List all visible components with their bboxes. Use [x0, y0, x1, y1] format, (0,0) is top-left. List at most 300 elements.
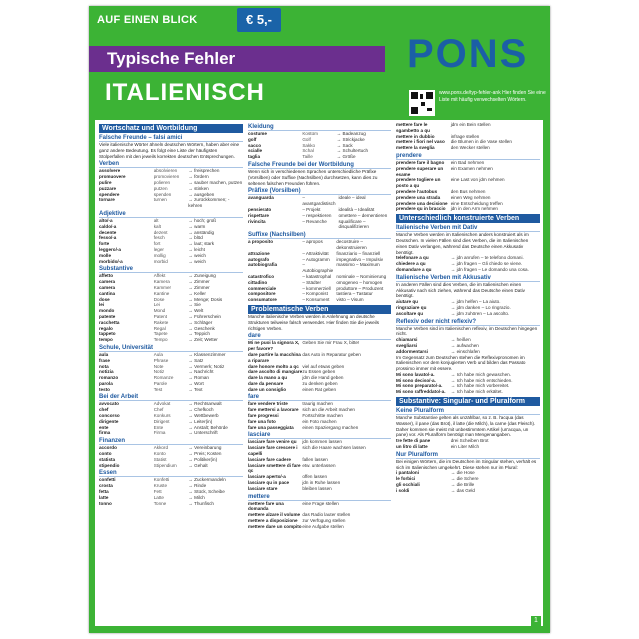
table-cell: lasciare smettere di fare qc [248, 462, 301, 474]
table-cell: → Ich habe mich gewaschen. [450, 371, 511, 377]
table-cell: tastiera – Tastatur [336, 291, 373, 297]
table-cell: decente [99, 229, 117, 235]
table-cell: fare una foto [248, 418, 276, 424]
paragraph: Im Gegensatz zum Deutschen stehen die Reflexivpronomen im Italienischen vor dem konjugierten Verb und bilden das Passato prossimo immer mit essere. [396, 354, 526, 372]
table-cell: lasciare fare cadere [248, 456, 291, 462]
table-cell: → Anstalt; Behörde [188, 424, 228, 430]
entry-table [396, 255, 540, 272]
table-cell: visto – Visum [336, 297, 364, 303]
table-cell: → Chefkoch [188, 407, 214, 413]
table-cell: camera [99, 279, 116, 285]
table-cell: → heißen [450, 337, 471, 343]
table-cell: mollig [153, 252, 166, 258]
table-cell: prendere l'autobus [396, 188, 438, 194]
table-cell: Ente [153, 424, 164, 430]
table-cell: fare progressi [248, 413, 279, 419]
table-cell: golf [248, 136, 257, 142]
table-cell: → sauber machen, putzen [188, 179, 243, 185]
table-row [396, 389, 540, 395]
table-cell: → Geschenk [188, 325, 215, 331]
table-cell: romanzo [99, 375, 119, 381]
table-cell: die Blumen in die Vase stellen [450, 139, 512, 145]
table-cell: Mi sono lavato/-a. [396, 371, 435, 377]
paragraph: Bei einigen Wörtern, die im Deutschen im Singular stehen, verhält es sich im Italienischen umgekehrt. Diese stehen nur im Plural: [396, 458, 537, 470]
table-cell: alt [153, 217, 159, 223]
table-cell: → anständig [188, 229, 215, 235]
table-cell: – katastrophal [302, 273, 332, 279]
table-cell: fallen lassen [302, 456, 328, 462]
table-cell: dare honore molto a qc [248, 363, 299, 369]
table-cell: Taille [302, 154, 313, 160]
table-cell: lasciare stare [248, 485, 278, 491]
section-title: Wortschatz und Wortbildung [99, 124, 243, 133]
table-cell: avanguarda [248, 195, 274, 201]
group-title: prendere [396, 153, 540, 160]
group-title: dare [248, 333, 391, 340]
entry-table [396, 160, 540, 212]
group-title: Adjektive [99, 211, 243, 218]
table-cell: Chef [153, 407, 164, 413]
entry-table [248, 239, 391, 303]
table-row [396, 311, 540, 317]
table-cell: Schal [302, 148, 314, 154]
group-title: Italienische Verben mit Dativ [396, 225, 540, 232]
table-cell: → Thunfisch [188, 500, 214, 506]
table-cell: Romanze [153, 375, 174, 381]
table-cell: commerciale [248, 285, 277, 291]
table-row [248, 524, 391, 530]
table-cell: → jdn anrufen – te telefono domani. [450, 255, 524, 261]
table-cell: – kommerziell [302, 285, 331, 291]
table-cell: Mi ne puoi la signora X, per favore? [248, 340, 300, 352]
table-cell: domandare a qu [396, 266, 432, 272]
table-cell: → leicht [188, 246, 205, 252]
table-cell: mettere a disposizione [248, 518, 298, 524]
table-cell: Aula [153, 351, 163, 357]
table-cell: morbido/-a [99, 258, 123, 264]
table-cell: impegnativo – Impulsiv [336, 256, 384, 262]
entry-table [99, 401, 243, 436]
table-row [396, 488, 540, 494]
table-row [99, 501, 243, 507]
table-cell: – Konsument [302, 297, 330, 303]
table-cell: → blöd [188, 235, 203, 241]
table-cell: mettere la sveglia [396, 145, 435, 151]
table-cell: avvocato [99, 401, 119, 407]
table-cell: – Projekt [302, 206, 321, 212]
table-cell: aiutare qu [396, 299, 418, 305]
table-cell: Mi sono raffreddato/-a. [396, 389, 446, 395]
column-3 [396, 122, 540, 622]
table-cell: sich die Haare wachsen lassen [302, 445, 366, 451]
table-cell: alto/-a [99, 217, 113, 223]
table-cell: → Zimmer [188, 279, 210, 285]
table-cell: mondo [99, 308, 115, 314]
entry-table [396, 122, 540, 151]
table-cell: → Wort [188, 380, 204, 386]
table-cell: lasciare fare venire qu [248, 439, 297, 445]
table-cell: dare ascolto di mangiare [248, 369, 303, 375]
table-cell: → Zuckermandeln [188, 477, 226, 483]
table-cell: kalt [153, 223, 161, 229]
entry-table [396, 337, 540, 354]
table-row [396, 145, 540, 151]
table-cell: lasciare aperto/-a [248, 474, 286, 480]
table-cell: prendere una decisione [396, 200, 448, 206]
table-cell: mettere dare un compito [248, 523, 302, 529]
table-cell: scialle [248, 148, 263, 154]
table-cell: → Teppich [188, 331, 210, 337]
table-cell: Geben Sie mir Frau X, bitte! [302, 340, 360, 346]
table-cell: drei Scheiben Brot [450, 438, 489, 444]
table-cell: → Ich habe mich erkältet. [450, 389, 503, 395]
table-row [99, 259, 243, 265]
table-cell: zur Verfügung stellen [302, 518, 346, 524]
table-row [248, 207, 391, 213]
table-cell: dare la mano a qu [248, 375, 288, 381]
table-cell: prendere superare un esame [396, 165, 444, 177]
entry-table [99, 273, 243, 343]
table-cell: → Welt [188, 308, 204, 314]
table-cell: jdn in den Arm nehmen [450, 206, 498, 212]
table-cell: Mi sono deciso/-a. [396, 377, 436, 383]
paragraph: Wenn sich in verschiedenen Sprachen unterschiedliche Präfixe (Vorsilben) oder Suffixe (Nachsilben) durchsetzen, kann dies zu seltenen falschen Freunden führen. [248, 168, 378, 186]
table-cell: fare una passeggiata [248, 424, 294, 430]
table-cell: mettere alzare il volume [248, 512, 301, 518]
table-cell: leggero/-a [99, 246, 121, 252]
table-cell: latte [99, 494, 109, 500]
table-cell: – Revanche [302, 218, 327, 224]
table-cell: affetto [99, 273, 114, 279]
table-row [396, 166, 540, 178]
table-cell: squalificare – disqualifizieren [338, 218, 369, 230]
entry-table [248, 131, 391, 160]
table-cell: Tapete [153, 331, 168, 337]
table-row [99, 463, 243, 469]
table-cell: einen Rat geben [302, 386, 337, 392]
table-cell: sacco [248, 142, 262, 148]
table-cell: – Städter [302, 279, 321, 285]
table-cell: parola [99, 380, 113, 386]
table-cell: pensierato [248, 206, 272, 212]
table-row [248, 387, 391, 393]
table-cell: → aufwachen [450, 342, 479, 348]
table-cell: lasciare fare crescere i capelli [248, 445, 298, 457]
table-cell: Konkurs [153, 413, 171, 419]
table-cell: – Attraktivität [302, 250, 329, 256]
table-row [248, 445, 391, 457]
column-1 [99, 122, 243, 622]
table-cell: rivincita [248, 218, 266, 224]
table-cell: fare vendere triste [248, 401, 288, 407]
table-row [248, 251, 391, 257]
table-cell: Stipendium [153, 462, 177, 468]
table-row [248, 425, 391, 431]
table-cell: → ausgeben [188, 191, 215, 197]
entry-table [99, 352, 243, 393]
table-cell: → jdn fragen – Gli chiedo se viene. [450, 261, 523, 267]
table-cell: omettere – dementieren [338, 212, 388, 218]
table-cell: einen Spaziergang machen [302, 424, 359, 430]
table-cell: absolvieren [153, 168, 178, 174]
table-row [248, 274, 391, 280]
pons-logo: PONS [407, 32, 529, 76]
table-cell: – Autogramm [302, 256, 330, 262]
table-cell: ein Foto machen [302, 418, 337, 424]
table-cell: → Rinde [188, 483, 207, 489]
table-row [396, 177, 540, 189]
table-cell: zu denken geben [302, 380, 338, 386]
table-cell: statista [99, 456, 116, 462]
table-cell: spendere [99, 191, 120, 197]
entry-table [248, 401, 391, 430]
table-cell: Patent [153, 313, 167, 319]
table-cell: dare partire la macchina a riparare [248, 351, 301, 363]
table-cell: fort [153, 241, 161, 247]
table-cell: → stinken [188, 185, 209, 191]
page-number: 1 [531, 616, 541, 626]
table-cell: eine Frage stellen [302, 500, 339, 506]
table-cell: Dirigent [153, 418, 170, 424]
table-cell: promuovere [99, 174, 126, 180]
table-cell: putzen [153, 185, 168, 191]
table-cell: firma [99, 430, 111, 436]
group-title: Präfixe (Vorsilben) [248, 188, 391, 195]
table-cell: costume [248, 131, 267, 136]
table-cell: Regal [153, 325, 166, 331]
table-cell: Dose [153, 296, 165, 302]
table-cell: a proposito [248, 239, 274, 245]
table-cell: → laut; stark [188, 241, 215, 247]
table-cell: infrage stellen [450, 133, 480, 139]
table-cell: → Vereinbarung [188, 445, 222, 451]
table-cell: frase [99, 357, 110, 363]
table-cell: promovieren [153, 174, 180, 180]
table-cell: Affekt [153, 273, 166, 279]
entry-table [396, 299, 540, 316]
table-cell: autobiografia [248, 262, 278, 268]
table-cell: Kruste [153, 483, 167, 489]
table-cell: Note [153, 363, 164, 369]
table-cell: mettere i fiori nel vaso [396, 139, 445, 145]
table-cell: assolvere [99, 168, 121, 174]
table-cell: svegliarsi [396, 342, 418, 348]
table-cell: den Bus nehmen [450, 188, 486, 194]
table-cell: nominale – Nominierung [336, 273, 387, 279]
table-cell: Fett [153, 489, 162, 495]
group-title: fare [248, 394, 391, 401]
table-cell: mettere fare le sgambetto a qu [396, 122, 430, 133]
table-cell: Parole [153, 380, 167, 386]
table-cell: → hoch; groß [188, 217, 217, 223]
entry-table [248, 501, 391, 530]
table-cell: forte [99, 241, 110, 247]
table-cell: → Führerschein [188, 313, 221, 319]
table-cell: Latte [153, 494, 164, 500]
table-cell: Golf [302, 136, 311, 142]
table-cell: consumatore [248, 297, 277, 303]
table-cell: Sakko [302, 142, 316, 148]
entry-table [396, 438, 540, 450]
table-cell: dare da pensare [248, 380, 284, 386]
paragraph: Manche italienische Verben werden in Anlehnung an deutsche Strukturen teilweise falsch verwendet. Hier finden Sie die jeweils richtigen Verben. [248, 313, 379, 331]
table-cell: → weich [188, 258, 206, 264]
table-cell: i soldi [396, 487, 410, 493]
table-cell: autografo [248, 256, 270, 262]
table-cell: Mi sono preparato/-a. [396, 383, 443, 389]
table-row [248, 501, 391, 513]
table-cell: sich an die Arbeit machen [302, 407, 355, 413]
table-cell: das Auto in Reparatur geben [302, 351, 361, 357]
table-cell: ascoltare qu [396, 310, 424, 316]
group-title: Verben [99, 161, 243, 168]
table-cell: Mond [153, 308, 166, 314]
table-cell: prendere fare il bagno [396, 159, 445, 165]
table-cell: ente [99, 424, 109, 430]
table-cell: → Badeanzug [336, 131, 366, 136]
table-cell: rispettare [248, 212, 269, 218]
table-cell: zu Essen geben [302, 369, 336, 375]
table-cell: Kantine [153, 290, 170, 296]
table-cell: → einschlafen [450, 348, 480, 354]
table-cell: ein Liter Milch [450, 444, 480, 450]
table-cell: Konfetti [153, 477, 170, 483]
table-row [396, 122, 540, 134]
header [89, 6, 550, 118]
table-cell: offen lassen [302, 474, 328, 480]
table-cell: Notiz [153, 369, 165, 375]
paragraph: Manche Verben sind im Italienischen reflexiv, im Deutschen hingegen nicht. [396, 325, 538, 337]
table-cell: tappeto [99, 331, 116, 337]
table-cell: etw. unterlassen [302, 462, 336, 468]
table-cell: Tonne [153, 500, 167, 506]
table-cell: notizia [99, 369, 114, 375]
table-row [396, 206, 540, 212]
table-cell: produttore – Produzent [336, 285, 384, 291]
table-row [99, 387, 243, 393]
table-cell: fetta [99, 489, 109, 495]
table-cell: decostruire – dekonstruieren [336, 239, 367, 250]
table-cell: → Zeit; Wetter [188, 337, 218, 343]
table-cell: prendere togliere un posto a qu [396, 177, 441, 189]
table-cell: addormentarsi [396, 348, 428, 354]
qr-code-icon [409, 90, 435, 116]
table-cell: den Wecker stellen [450, 145, 490, 151]
table-cell: patente [99, 313, 116, 319]
table-cell: → freisprechen [188, 168, 220, 174]
table-cell: jdn kommen lassen [302, 439, 342, 445]
table-cell: accordo [99, 445, 117, 451]
table-cell: jdn in Ruhe lassen [302, 480, 341, 486]
table-cell: Kostüm [302, 131, 318, 136]
table-row [396, 267, 540, 273]
table-row [99, 197, 243, 209]
table-cell: fare mettersi a lavorare [248, 407, 299, 413]
table-cell: Akkord [153, 445, 169, 451]
table-cell: caldo/-a [99, 223, 117, 229]
table-cell: → Politiker(in) [188, 456, 218, 462]
table-cell: bleiben lassen [302, 485, 332, 491]
table-cell: jdm ein Bein stellen [450, 122, 491, 127]
table-cell: → Milch [188, 494, 205, 500]
table-cell: → Preis; Kosten [188, 451, 222, 457]
table-cell: ringraziare qu [396, 304, 427, 310]
table-cell: → Rechtsanwalt [188, 401, 222, 407]
table-cell: → Strickjacke [336, 136, 365, 142]
table-cell: → Satz [188, 357, 204, 363]
table-cell: leger [153, 246, 164, 252]
table-row [396, 444, 540, 450]
table-cell: concorso [99, 413, 120, 419]
paragraph: Viele italienische Wörter ähneln deutschen Wörtern, haben aber eine ganz andere Bedeutung. Es folgt eine Liste der häufigsten Stolperfallen mit den jeweils korrekten deutschen Entsprechungen. [99, 142, 240, 159]
price-badge: € 5,- [237, 8, 281, 32]
entry-table [248, 439, 391, 491]
table-cell: eine Entscheidung treffen [450, 200, 503, 206]
table-cell: idealità – Idealität [338, 206, 375, 212]
table-cell: → jdn fragen – Le domando una cosa. [450, 266, 529, 272]
table-cell: dirigente [99, 418, 119, 424]
table-cell: omogeneo – homogen [336, 279, 383, 285]
table-cell: nota [99, 363, 109, 369]
section-title: Problematische Verben [248, 305, 391, 314]
title-line2: ITALIENISCH [105, 79, 265, 106]
table-cell: chiedere a qu [396, 261, 426, 267]
table-cell: → Sack [336, 142, 353, 148]
table-cell: pulire [99, 179, 112, 185]
table-cell: → weich [188, 252, 206, 258]
table-cell: chef [99, 407, 109, 413]
entry-table [99, 168, 243, 209]
table-cell: spenden [153, 191, 172, 197]
table-cell: → Gehalt [188, 462, 208, 468]
table-cell: → Vermerk; Notiz [188, 363, 225, 369]
paragraph: Manche Verben werden im Italienischen anders konstruiert als im Deutschen. In vielen Fällen sind dies Verben, die im Italienischen einen Dativ verlangen, während das Deutsche einen Akkusativ benötigt. [396, 232, 529, 255]
table-row [248, 486, 391, 492]
table-cell: eine Last von jdm nehmen [450, 177, 505, 183]
entry-table [99, 445, 243, 468]
table-cell: → Klassenzimmer [188, 351, 226, 357]
table-cell: taglia [248, 154, 260, 160]
table-cell: Rakete [153, 319, 169, 325]
table-cell: → Zimmer [188, 284, 210, 290]
table-cell: finanziario – finanziell [336, 250, 381, 256]
entry-table [248, 195, 391, 230]
table-cell: morbid [153, 258, 168, 264]
table-cell: gli occhiali [396, 482, 420, 488]
table-cell: stipendio [99, 462, 120, 468]
paragraph: Manche Substantive gelten als unzählbar, so z. B. l'acqua (das Wasser), il pane (das Brot), il latte (die Milch), la carne (das Fleisch). Daher kommen sie meist mit unbestimmtem Artikel (un'acqua, un pane) vor. Als Pluralform benötigt man Mengenangaben. [396, 415, 536, 438]
group-title: Essen [99, 470, 243, 477]
table-cell: → warm [188, 223, 206, 229]
table-cell: → zurückkommen; -kehren [188, 197, 230, 209]
table-cell: → jdm zuhören – La ascolto. [450, 310, 510, 316]
table-cell: → Stück, Scheibe [188, 489, 225, 495]
table-cell: → fördern [188, 174, 209, 180]
table-cell: lasciare qu in pace [248, 480, 290, 486]
table-cell: – Komponist [302, 291, 328, 297]
table-row [99, 430, 243, 436]
table-row [248, 239, 391, 251]
group-title: Substantive [99, 266, 243, 273]
table-cell: traurig machen [302, 401, 333, 407]
group-title: Keine Pluralform [396, 408, 540, 415]
table-cell: → die Hose [450, 470, 475, 476]
table-cell: regalo [99, 325, 113, 331]
subsection-title: Falsche Freunde – falsi amici [99, 135, 243, 142]
table-row [99, 337, 243, 343]
entry-table [396, 470, 540, 493]
table-cell: fesch [153, 235, 165, 241]
